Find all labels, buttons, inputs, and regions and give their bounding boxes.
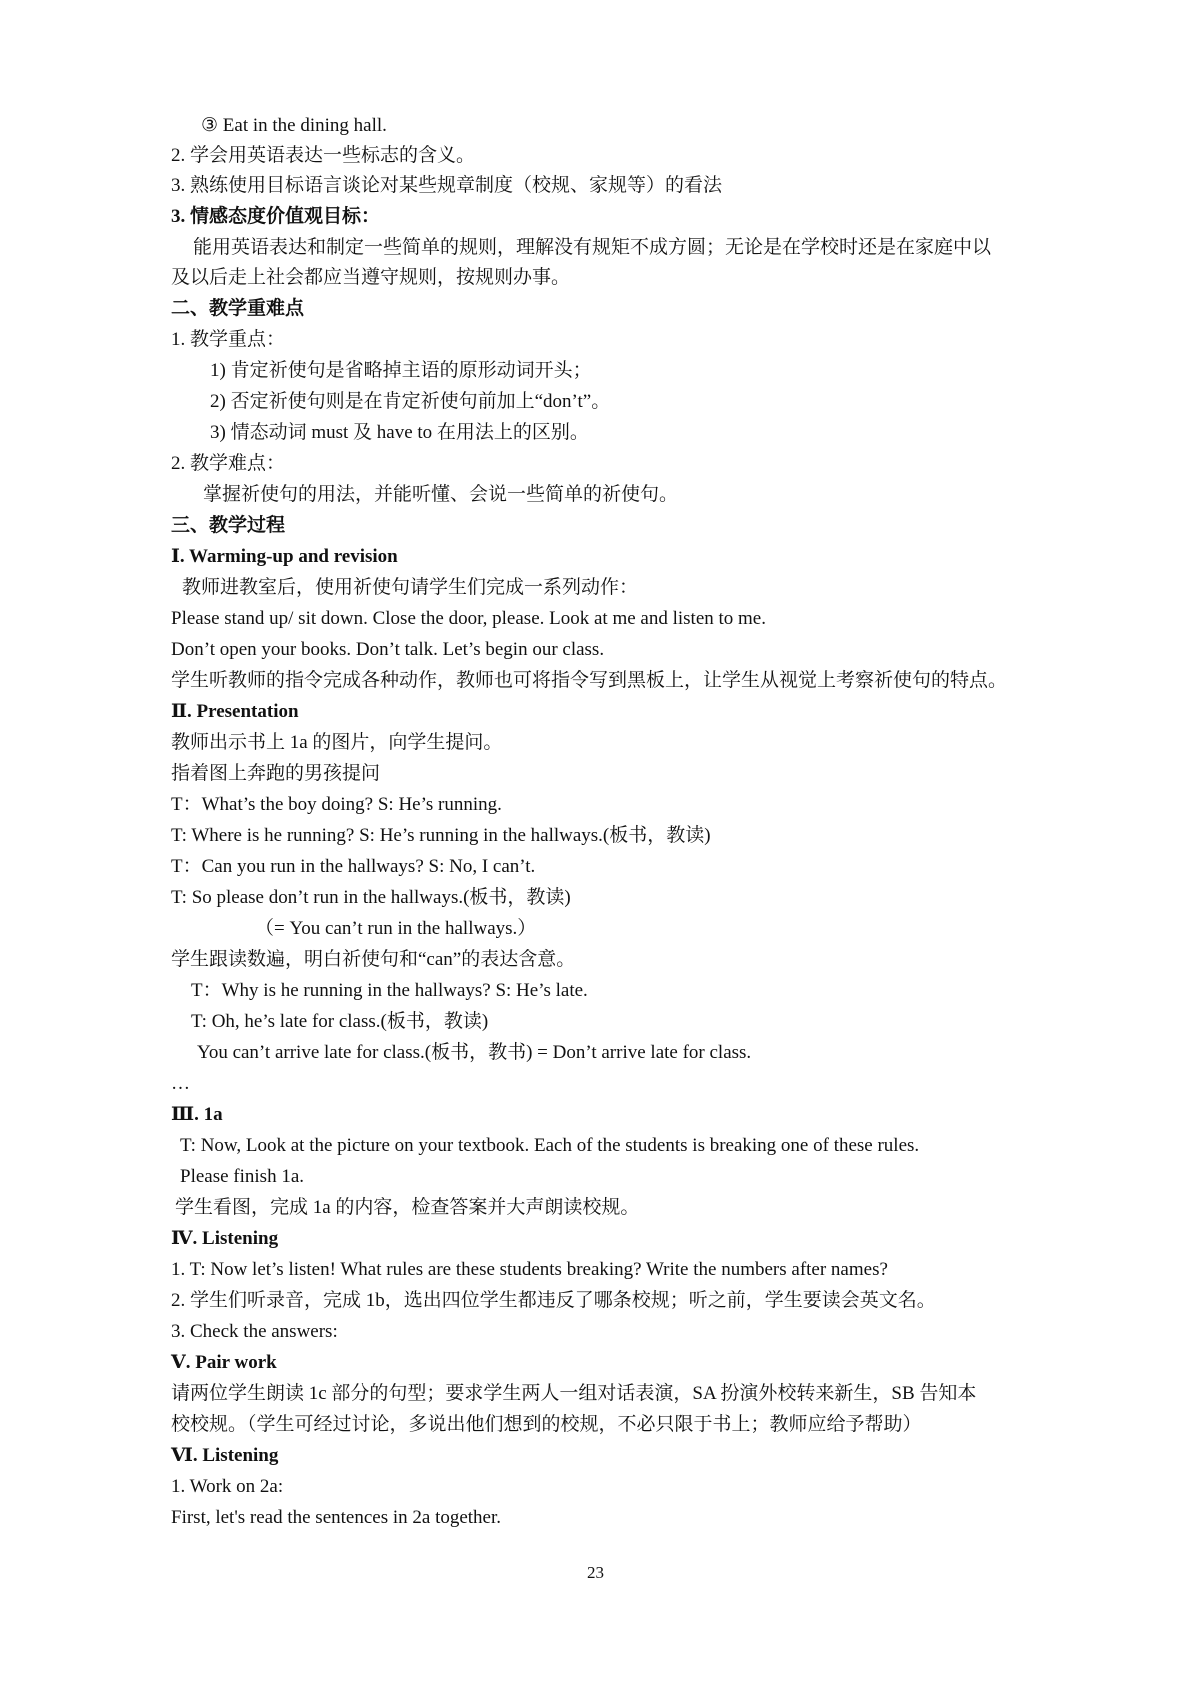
dialogue-line-4: T: So please don’t run in the hallways.(板书，教读) [171, 887, 571, 908]
dialogue-line-1: T：What’s the boy doing? S: He’s running. [171, 794, 502, 815]
presentation-text-2: 指着图上奔跑的男孩提问 [171, 763, 381, 784]
pair-work-text-1: 请两位学生朗读 1c 部分的句型；要求学生两人一组对话表演，SA 扮演外校转来新生，SB 告知本 [171, 1383, 977, 1404]
key-point-3: 3) 情态动词 must 及 have to 在用法上的区别。 [210, 422, 589, 443]
step-heading-warming-up: Ⅰ. Warming-up and revision [171, 546, 398, 567]
listening-2-item-1: 1. Work on 2a: [171, 1476, 284, 1497]
step-1a-text-2: Please finish 1a. [180, 1166, 305, 1187]
dialogue-line-3: T：Can you run in the hallways? S: No, I can’t. [171, 856, 536, 877]
presentation-note: 学生跟读数遍，明白祈使句和“can”的表达含意。 [171, 949, 576, 970]
listening-item-2: 2. 学生们听录音，完成 1b，选出四位学生都违反了哪条校规；听之前，学生要读会英文名。 [171, 1290, 936, 1311]
warming-up-text: 教师进教室后，使用祈使句请学生们完成一系列动作： [182, 577, 639, 598]
warming-up-commands-1: Please stand up/ sit down. Close the door, please. Look at me and listen to me. [171, 608, 766, 629]
key-points-label: 1. 教学重点： [171, 329, 286, 350]
difficult-points-label: 2. 教学难点： [171, 453, 286, 474]
step-heading-1a: Ⅲ. 1a [171, 1104, 223, 1125]
step-1a-text-1: T: Now, Look at the picture on your textbook. Each of the students is breaking one of these rules. [180, 1135, 920, 1156]
dialogue-line-7: T: Oh, he’s late for class.(板书，教读) [191, 1011, 489, 1032]
ellipsis: … [171, 1073, 190, 1094]
section-heading-process: 三、教学过程 [171, 515, 286, 536]
step-heading-presentation: Ⅱ. Presentation [171, 701, 299, 722]
step-heading-listening-2: Ⅵ. Listening [171, 1445, 279, 1466]
dialogue-line-6: T：Why is he running in the hallways? S: He’s late. [191, 980, 588, 1001]
objective-item-3: 3. 熟练使用目标语言谈论对某些规章制度（校规、家规等）的看法 [171, 175, 723, 196]
step-heading-pair-work: Ⅴ. Pair work [171, 1352, 277, 1373]
emotional-goal-heading: 3. 情感态度价值观目标： [171, 206, 381, 227]
warming-up-commands-2: Don’t open your books. Don’t talk. Let’s begin our class. [171, 639, 605, 660]
key-point-2: 2) 否定祈使句则是在肯定祈使句前加上“don’t”。 [210, 391, 611, 412]
key-point-1: 1) 肯定祈使句是省略掉主语的原形动词开头； [210, 360, 592, 381]
objective-item-2: 2. 学会用英语表达一些标志的含义。 [171, 145, 476, 166]
listening-item-3: 3. Check the answers: [171, 1321, 338, 1342]
dialogue-line-5: （= You can’t run in the hallways.） [255, 918, 537, 939]
pair-work-text-2: 校校规。（学生可经过讨论，多说出他们想到的校规，不必只限于书上；教师应给予帮助） [171, 1414, 922, 1435]
emotional-goal-text-2: 及以后走上社会都应当遵守规则，按规则办事。 [171, 267, 571, 288]
warming-up-note: 学生听教师的指令完成各种动作，教师也可将指令写到黑板上，让学生从视觉上考察祈使句的特点。 [171, 670, 1008, 691]
difficult-point-text: 掌握祈使句的用法，并能听懂、会说一些简单的祈使句。 [203, 484, 679, 505]
listening-item-1: 1. T: Now let’s listen! What rules are these students breaking? Write the numbers after names? [171, 1259, 888, 1280]
emotional-goal-text-1: 能用英语表达和制定一些简单的规则，理解没有规矩不成方圆；无论是在学校时还是在家庭中以 [193, 237, 992, 258]
section-heading-key-points: 二、教学重难点 [171, 298, 305, 319]
step-heading-listening: Ⅳ. Listening [171, 1228, 279, 1249]
dialogue-line-2: T: Where is he running? S: He’s running in the hallways.(板书，教读) [171, 825, 711, 846]
step-1a-text-3: 学生看图，完成 1a 的内容，检查答案并大声朗读校规。 [175, 1197, 640, 1218]
page-number: 23 [587, 1563, 604, 1582]
rule-item-3: ③ Eat in the dining hall. [201, 115, 387, 136]
presentation-text-1: 教师出示书上 1a 的图片，向学生提问。 [171, 732, 503, 753]
dialogue-line-8: You can’t arrive late for class.(板书，教书) = Don’t arrive late for class. [197, 1042, 752, 1063]
listening-2-item-2: First, let's read the sentences in 2a together. [171, 1507, 502, 1528]
